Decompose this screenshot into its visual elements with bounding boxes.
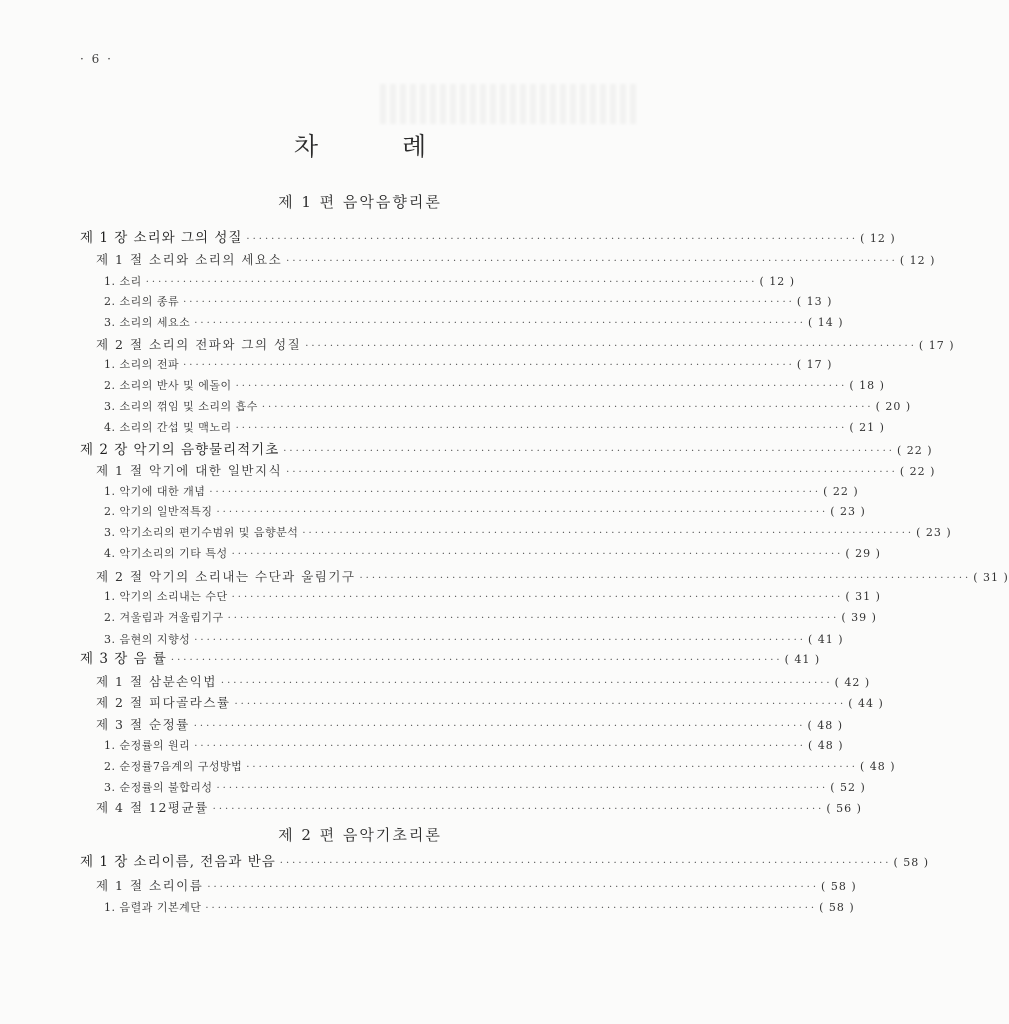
toc-entry-label: 제 1 절 삼분손익법 [96, 674, 217, 689]
toc-leader-dots: ··································································································· [207, 882, 820, 893]
toc-entry-item [104, 503, 866, 521]
toc-entry-page: ( 13 ) [796, 295, 833, 308]
toc-entry-page: ( 22 ) [896, 444, 933, 457]
bleed-through-text [380, 84, 640, 124]
toc-entry-label: 제 4 절 12평균률 [96, 800, 209, 815]
toc-entry-label: 2. 소리의 반사 및 에돌이 [104, 379, 232, 392]
toc-leader-dots: ··································································································· [183, 360, 795, 371]
toc-entry-page: ( 22 ) [823, 485, 859, 498]
toc-entry-label: 2. 겨울림과 겨울림기구 [104, 611, 224, 624]
toc-leader-dots: ··································································································· [212, 804, 825, 815]
toc-entry-section [96, 336, 955, 354]
page-title: 차 례 [293, 132, 465, 161]
toc-entry-page: ( 58 ) [821, 880, 857, 893]
page-number: · 6 · [80, 52, 113, 66]
toc-entry-item [104, 737, 844, 755]
toc-entry-page: ( 56 ) [826, 802, 862, 815]
toc-entry-page: ( 44 ) [848, 697, 884, 710]
toc-entry-page: ( 22 ) [899, 465, 936, 478]
toc-leader-dots: ··································································································· [227, 613, 840, 624]
toc-leader-dots: ··································································································· [194, 318, 806, 329]
toc-entry-section [96, 251, 936, 269]
toc-entry-label: 3. 음현의 지향성 [104, 633, 191, 646]
toc-entry-label: 제 2 절 피다골라스률 [96, 695, 231, 710]
toc-entry-item [104, 314, 844, 332]
toc-entry-page: ( 12 ) [860, 232, 896, 245]
toc-leader-dots: ··································································································· [209, 487, 822, 498]
toc-leader-dots: ··································································································· [305, 341, 917, 352]
toc-entry-page: ( 48 ) [859, 760, 896, 773]
toc-entry-item [104, 609, 877, 627]
toc-leader-dots: ··································································································· [231, 549, 844, 560]
toc-leader-dots: ··································································································· [235, 423, 848, 434]
toc-leader-dots: ··································································································· [234, 699, 847, 710]
toc-entry-label: 3. 순정률의 불합리성 [104, 781, 213, 794]
toc-entry-section [96, 673, 871, 691]
toc-entry-page: ( 18 ) [849, 379, 885, 392]
toc-entry-label: 제 1 장 소리와 그의 성질 [80, 230, 243, 246]
toc-entry-page: ( 17 ) [796, 358, 833, 371]
toc-entry-page: ( 41 ) [807, 633, 844, 646]
toc-entry-page: ( 48 ) [807, 739, 844, 752]
toc-leader-dots: ··································································································· [246, 762, 858, 773]
toc-leader-dots: ··································································································· [194, 635, 806, 646]
toc-entry-item [104, 899, 855, 917]
toc-entry-label: 1. 소리 [104, 275, 142, 288]
toc-entry-label: 2. 순정률7음계의 구성방법 [104, 760, 243, 773]
toc-entry-page: ( 58 ) [819, 901, 855, 914]
toc-entry-item [104, 273, 796, 291]
toc-leader-dots: ··································································································· [279, 858, 892, 869]
toc-entry-label: 제 3 장 음 률 [80, 651, 167, 667]
toc-entry-page: ( 14 ) [807, 316, 844, 329]
toc-entry-label: 제 2 장 악기의 음향물리적기초 [80, 442, 280, 458]
toc-entry-label: 제 2 절 소리의 전파와 그의 성질 [96, 337, 302, 352]
toc-entry-page: ( 12 ) [759, 275, 796, 288]
toc-entry-item [104, 779, 866, 797]
toc-entry-label: 제 1 절 악기에 대한 일반지식 [96, 463, 283, 478]
toc-entry-item [104, 758, 896, 776]
toc-entry-label: 3. 소리의 세요소 [104, 316, 191, 329]
toc-leader-dots: ··································································································· [170, 655, 783, 666]
toc-entry-item [104, 483, 859, 501]
toc-entry-label: 1. 악기의 소리내는 수단 [104, 590, 228, 603]
toc-entry-label: 2. 악기의 일반적특징 [104, 505, 213, 518]
toc-entry-label: 1. 악기에 대한 개념 [104, 485, 206, 498]
toc-entry-label: 4. 소리의 간섭 및 맥노리 [104, 421, 232, 434]
toc-entry-item [104, 631, 844, 649]
toc-entry-item [104, 524, 952, 542]
toc-leader-dots: ··································································································· [283, 446, 895, 457]
toc-entry-item [104, 356, 833, 374]
toc-entry-chapter [80, 650, 821, 668]
toc-entry-item [104, 545, 881, 563]
toc-entry-label: 3. 소리의 꺾임 및 소리의 흡수 [104, 400, 258, 413]
toc-entry-page: ( 52 ) [830, 781, 866, 794]
toc-leader-dots: ··································································································· [220, 678, 833, 689]
toc-leader-dots: ··································································································· [302, 528, 915, 539]
toc-leader-dots: ··································································································· [216, 507, 829, 518]
toc-leader-dots: ··································································································· [183, 297, 795, 308]
toc-entry-label: 1. 소리의 전파 [104, 358, 180, 371]
toc-entry-page: ( 12 ) [899, 254, 936, 267]
toc-entry-section [96, 799, 862, 817]
toc-entry-page: ( 21 ) [849, 421, 885, 434]
toc-entry-section [96, 462, 936, 480]
toc-entry-section [96, 716, 844, 734]
toc-entry-label: 1. 음렬과 기본계단 [104, 901, 202, 914]
toc-entry-page: ( 23 ) [830, 505, 866, 518]
toc-entry-label: 3. 악기소리의 편기수범위 및 음향분석 [104, 526, 299, 539]
toc-entry-page: ( 29 ) [845, 547, 881, 560]
toc-leader-dots: ··································································································· [216, 783, 829, 794]
toc-entry-page: ( 41 ) [784, 653, 821, 666]
toc-entry-item [104, 588, 881, 606]
toc-leader-dots: ··································································································· [286, 256, 898, 267]
toc-leader-dots: ··································································································· [231, 592, 844, 603]
toc-leader-dots: ··································································································· [205, 903, 818, 914]
toc-entry-label: 제 1 절 소리이름 [96, 878, 204, 893]
part-heading-2: 제 2 편 음악기초리론 [278, 826, 442, 844]
part-heading-1: 제 1 편 음악음향리론 [278, 193, 442, 211]
toc-entry-section [96, 877, 857, 895]
toc-entry-label: 제 1 절 소리와 소리의 세요소 [96, 252, 283, 267]
toc-entry-section [96, 568, 1009, 586]
toc-entry-page: ( 48 ) [807, 719, 844, 732]
toc-entry-label: 2. 소리의 종류 [104, 295, 180, 308]
toc-entry-chapter [80, 229, 896, 247]
toc-entry-item [104, 293, 833, 311]
toc-entry-item [104, 398, 912, 416]
toc-entry-page: ( 23 ) [916, 526, 952, 539]
toc-leader-dots: ··································································································· [194, 741, 806, 752]
toc-entry-page: ( 39 ) [841, 611, 877, 624]
toc-leader-dots: ··································································································· [235, 381, 848, 392]
toc-entry-page: ( 31 ) [973, 571, 1009, 584]
toc-entry-label: 1. 순정률의 원리 [104, 739, 191, 752]
toc-entry-label: 4. 악기소리의 기타 특성 [104, 547, 228, 560]
toc-entry-chapter [80, 853, 930, 871]
toc-entry-chapter [80, 441, 933, 459]
toc-entry-page: ( 17 ) [918, 339, 955, 352]
toc-entry-page: ( 42 ) [834, 676, 871, 689]
toc-leader-dots: ··································································································· [286, 467, 898, 478]
toc-entry-label: 제 3 절 순정률 [96, 717, 190, 732]
toc-leader-dots: ··································································································· [246, 234, 859, 245]
toc-entry-label: 제 2 절 악기의 소리내는 수단과 울림기구 [96, 569, 356, 584]
toc-leader-dots: ··································································································· [145, 277, 758, 288]
toc-leader-dots: ··································································································· [359, 573, 972, 584]
toc-leader-dots: ··································································································· [193, 721, 806, 732]
toc-entry-page: ( 31 ) [845, 590, 881, 603]
toc-entry-page: ( 58 ) [893, 856, 930, 869]
toc-leader-dots: ··································································································· [261, 402, 874, 413]
toc-entry-section [96, 694, 884, 712]
toc-entry-page: ( 20 ) [875, 400, 912, 413]
toc-entry-item [104, 419, 885, 437]
toc-entry-label: 제 1 장 소리이름, 전음과 반음 [80, 854, 276, 870]
toc-entry-item [104, 377, 885, 395]
